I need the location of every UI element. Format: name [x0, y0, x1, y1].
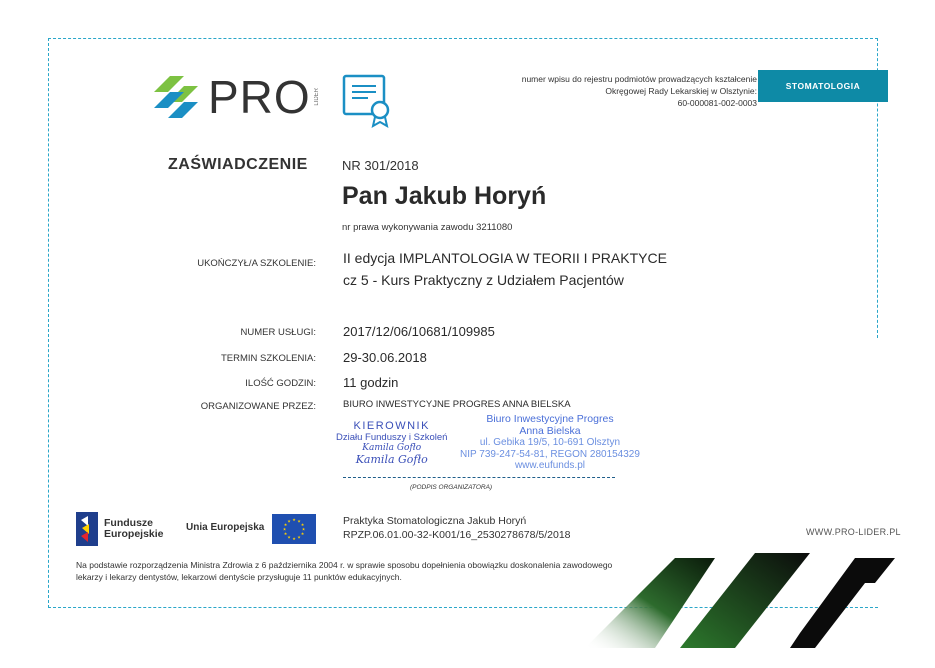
stamp-name: Kamila Gofło	[355, 453, 428, 466]
svg-text:★: ★	[297, 518, 301, 524]
svg-text:★: ★	[287, 534, 291, 540]
svg-text:★: ★	[300, 522, 305, 527]
decorative-corner-graphic	[585, 538, 895, 648]
stamp-address: ul. Gebika 19/5, 10-691 Olsztyn	[479, 437, 620, 448]
project-title: Praktyka Stomatologiczna Jakub Horyń	[343, 515, 527, 527]
stamp-department: Działu Funduszy i Szkoleń	[336, 432, 448, 443]
course-name-line2: cz 5 - Kurs Praktyczny z Udziałem Pacjentów	[343, 272, 624, 288]
svg-text:★: ★	[297, 534, 301, 540]
pro-lider-mark-icon	[150, 72, 202, 122]
fundusze-europejskie-logo	[76, 512, 164, 546]
hours-value: 11 godzin	[343, 375, 399, 390]
pro-lider-logo	[150, 70, 320, 124]
stamp-company: Biuro Inwestycyjne Progres	[486, 413, 614, 425]
term-value: 29-30.06.2018	[343, 350, 427, 365]
logo-text: PRO	[208, 71, 311, 123]
project-code: RPZP.06.01.00-32-K001/16_2530278678/5/2018	[343, 529, 571, 541]
svg-text:★: ★	[292, 536, 296, 541]
term-label: TERMIN SZKOLENIA:	[220, 353, 316, 364]
legal-note: Na podstawie rozporządzenia Ministra Zdrowia z 6 października 2004 r. w sprawie sposobu dopełnienia obowiązku doskonalenia zawodowego lekarzy i lekarzy dentystów, lekarzowi dentyście przysługuje 11 punktów edukacyjnych.	[76, 560, 613, 582]
handwritten-signature: Kamila Gofło	[362, 443, 422, 453]
organizer-label: ORGANIZOWANE PRZEZ:	[200, 401, 316, 412]
hours-label: ILOŚĆ GODZIN:	[245, 378, 316, 389]
svg-text:★: ★	[282, 526, 287, 532]
svg-text:★: ★	[301, 526, 306, 532]
registry-number: 60-000081-002-0003	[677, 98, 757, 108]
svg-text:★: ★	[292, 517, 296, 522]
fundusze-europejskie-icon	[76, 512, 98, 546]
registry-line: numer wpisu do rejestru podmiotów prowadzących kształcenie	[521, 74, 757, 84]
recipient-name: Pan Jakub Horyń	[342, 182, 547, 210]
logo-sub: LIDER	[313, 88, 320, 106]
certificate-number: NR 301/2018	[342, 158, 419, 173]
organizer-value: BIURO INWESTYCYJNE PROGRES ANNA BIELSKA	[343, 399, 571, 410]
svg-text:★: ★	[300, 531, 305, 536]
stamp-website: www.eufunds.pl	[514, 460, 585, 471]
signature-caption: (PODPIS ORGANIZATORA)	[410, 484, 493, 491]
svg-text:★: ★	[287, 518, 291, 524]
organizer-stamp	[460, 414, 640, 472]
fe-line2: Europejskie	[104, 528, 164, 540]
svg-text:★: ★	[283, 531, 288, 536]
website-url: WWW.PRO-LIDER.PL	[806, 527, 901, 537]
stamp-nip: NIP 739-247-54-81, REGON 280154329	[460, 448, 640, 460]
specialty-badge: STOMATOLOGIA	[758, 70, 888, 102]
course-name-line1: II edycja IMPLANTOLOGIA W TEORII I PRAKTYCE	[343, 250, 667, 266]
eu-flag-icon	[272, 514, 316, 544]
stamp-owner: Anna Bielska	[519, 424, 581, 437]
stamp-title: KIEROWNIK	[353, 420, 430, 432]
manager-stamp	[336, 421, 447, 465]
svg-text:★: ★	[283, 522, 288, 527]
fe-line1: Fundusze	[104, 517, 153, 529]
certificate-icon	[342, 72, 396, 128]
service-number-label: NUMER USŁUGI:	[240, 327, 316, 338]
registry-info	[522, 73, 757, 109]
eu-label: Unia Europejska	[186, 522, 265, 533]
registry-line: Okręgowej Rady Lekarskiej w Olsztynie:	[605, 86, 757, 96]
certificate-title: ZAŚWIADCZENIE	[168, 156, 308, 173]
course-label: UKOŃCZYŁ/A SZKOLENIE:	[197, 258, 316, 269]
license-number: nr prawa wykonywania zawodu 3211080	[342, 222, 513, 233]
service-number-value: 2017/12/06/10681/109985	[343, 324, 495, 339]
signature-line	[343, 477, 615, 478]
